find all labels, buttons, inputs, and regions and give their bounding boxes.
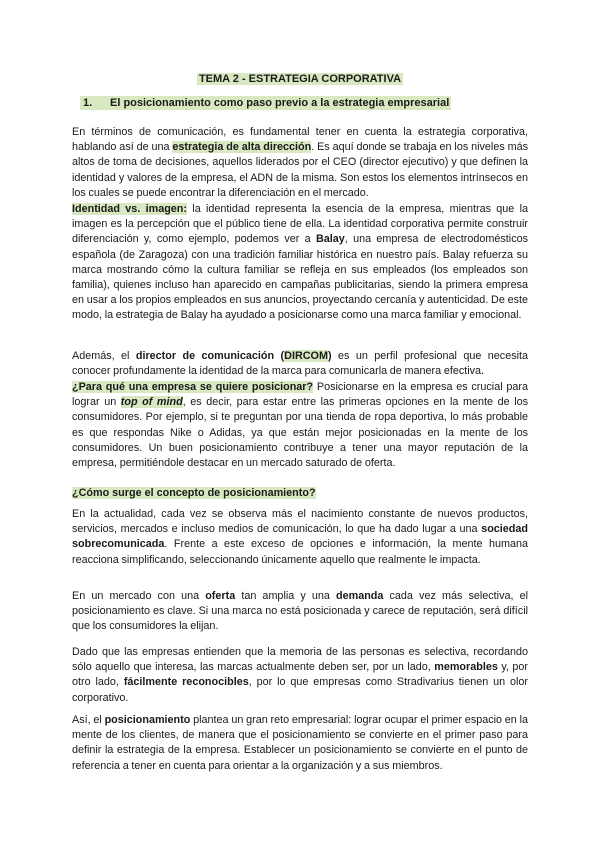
paragraph-identity: Identidad vs. imagen: la identidad representa la esencia de la empresa, mientras que la imagen es la percepción que el público tiene de ella. La identidad corporativa permite construir diferenciación y, como ejemplo, podemos ver a Balay, una empresa de electrodomésticos española (de Zaragoza) con una tradición familiar histórica en nuestro país. Balay refuerza su marca mostrando cómo la cultura familiar se refleja en sus empleados (los empleados son familia), quienes incluso han aparecido en campañas publicitarias, siendo la primera empresa en usar a los propios empleados en sus anuncios, proyectando cercanía y autenticidad. De este modo, la estrategia de Balay ha ayudado a posicionarse como una marca familiar y emocional. bbox=[72, 203, 529, 322]
section-title: El posicionamiento como paso previo a la estrategia empresarial bbox=[110, 97, 450, 109]
paragraph-market: En un mercado con una oferta tan amplia y una demanda cada vez más selectiva, el posicionamiento es clave. Si una marca no está posicionada y carece de reputación, será difícil que los consumidores la elijan. bbox=[72, 590, 528, 633]
section-number: 1. bbox=[83, 97, 93, 109]
paragraph-dircom: Además, el director de comunicación (DIRCOM) es un perfil profesional que necesita conocer profundamente la identidad de la marca para comunicarla de manera efectiva. bbox=[72, 350, 528, 378]
paragraph-strategy: En términos de comunicación, es fundamental tener en cuenta la estrategia corporativa, hablando así de una estrategia de alta dirección. Es aquí donde se trabaja en los niveles más altos de toma de decisiones, aquellos liderados por el CEO (director ejecutivo) y que definen la identidad y valores de la empresa, el ADN de la misma. Son estos los elementos intrínsecos en los cuales se puede encontrar la diferenciación en el mercado. bbox=[72, 126, 528, 199]
section-heading bbox=[80, 96, 451, 110]
question-heading: ¿Cómo surge el concepto de posicionamiento? bbox=[72, 487, 316, 499]
paragraph-conclusion: Así, el posicionamiento plantea un gran reto empresarial: lograr ocupar el primer espacio en la mente de los clientes, de manera que el posicionamiento se convierte en el primer paso para definir la estrategia de la empresa. Establecer un posicionamiento se convierte en el punto de referencia a tener en cuenta para orientar a la organización y a sus miembros. bbox=[72, 714, 528, 772]
document-title: TEMA 2 - ESTRATEGIA CORPORATIVA bbox=[198, 73, 402, 85]
paragraph-memory: Dado que las empresas entienden que la memoria de las personas es selectiva, recordando sólo aquello que interesa, las marcas actualmente deben ser, por un lado, memorables y, por otro lado, fácilmente reconocibles, por lo que empresas como Stradivarius tienen un olor corporativo. bbox=[72, 646, 529, 704]
paragraph-positioning-why: ¿Para qué una empresa se quiere posicionar? Posicionarse en la empresa es crucial para lograr un top of mind, es decir, para estar entre las primeras opciones en la mente de los consumidores. Por ejemplo, si te preguntan por una tienda de ropa deportiva, lo más probable es que respondas Nike o Adidas, ya que están mejor posicionadas en la mente de los consumidores. Un buen posicionamiento contribuye a tener una mayor reputación de la empresa, permitiéndole destacar en un mercado saturado de oferta. bbox=[72, 381, 528, 470]
paragraph-origin: En la actualidad, cada vez se observa más el nacimiento constante de nuevos productos, servicios, mercados e incluso medios de comunicación, lo que ha dado lugar a una sociedad sobrecomunicada. Frente a este exceso de opciones e información, la mente humana reacciona simplificando, seleccionando únicamente aquello que realmente le impacta. bbox=[72, 508, 528, 566]
